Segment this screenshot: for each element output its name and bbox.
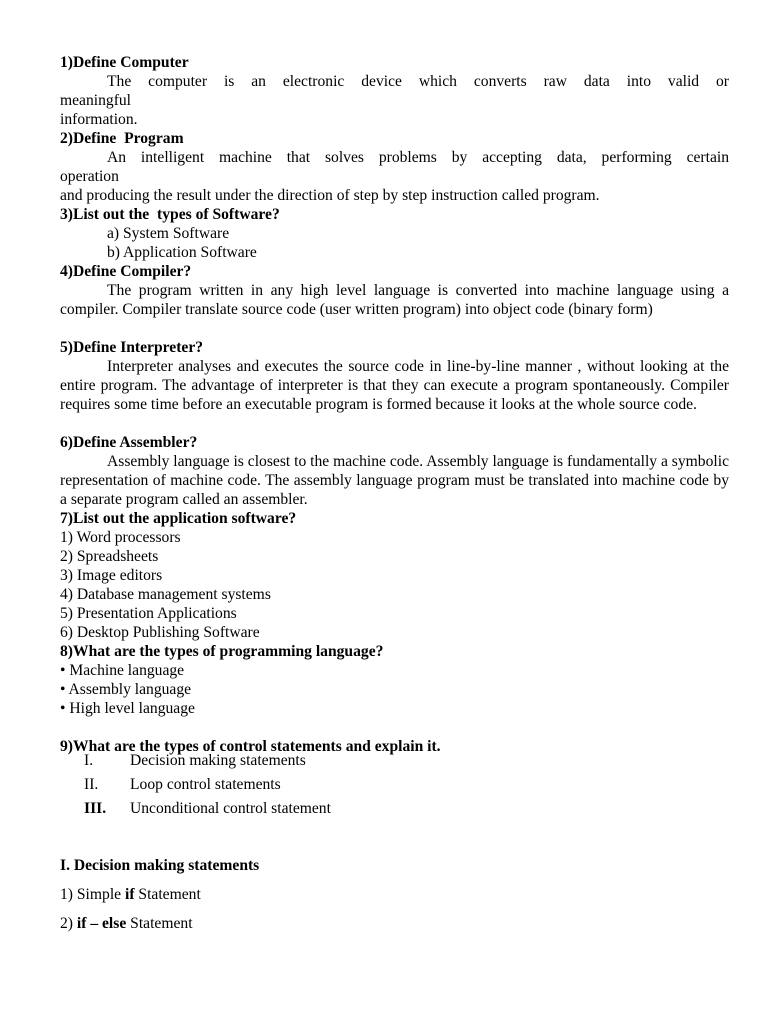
spacer [60,414,729,433]
spacer [60,718,729,737]
section-item-keyword: if [124,886,135,903]
q9-item-text: Loop control statements [130,776,281,793]
section-item-prefix: 1) Simple [60,886,125,903]
q2-line-2: operation [60,168,119,185]
q3-item-system: a) System Software [107,225,230,242]
q1-heading: 1)Define Computer [60,54,189,71]
q3-heading: 3)List out the types of Software? [60,206,280,223]
q5-heading: 5)Define Interpreter? [60,339,204,356]
q7-item: 5) Presentation Applications [60,605,237,622]
q9-item-text: Unconditional control statement [130,800,331,817]
q8-heading: 8)What are the types of programming language? [60,643,384,660]
q7-item: 3) Image editors [60,567,163,584]
section-item-keyword: if – else [76,915,127,932]
q1-line-3: information. [60,111,138,128]
q9-item-text: Decision making statements [130,752,306,769]
document-content [60,53,729,943]
q8-item: • Assembly language [60,681,192,698]
q7-item: 1) Word processors [60,529,181,546]
q9-item-number: II. [84,776,99,793]
q7-item: 4) Database management systems [60,586,271,603]
q3-item-application: b) Application Software [107,244,257,261]
q2-line-3: and producing the result under the direction of step by step instruction called program. [60,187,600,204]
section-item [60,914,729,943]
q1-line-2: meaningful [60,92,132,109]
section-heading: I. Decision making statements [60,857,260,874]
section-item-prefix: 2) [60,915,77,932]
section-item [60,885,729,914]
q9-item-number: I. [84,752,94,769]
q9-heading: 9)What are the types of control statements and explain it. [60,738,441,755]
q4-heading: 4)Define Compiler? [60,263,192,280]
q4-body: The program written in any high level language is converted into machine language using a compiler. Compiler translate source code (user written program) into object code (binary form) [60,282,729,318]
q8-item: • Machine language [60,662,185,679]
q6-heading: 6)Define Assembler? [60,434,198,451]
q8-item: • High level language [60,700,195,717]
q1-line-1: The computer is an electronic device which converts raw data into valid or [107,73,729,90]
q9-item-number: III. [84,800,107,817]
q2-line-1: An intelligent machine that solves problems by accepting data, performing certain [107,149,729,166]
q6-body: Assembly language is closest to the machine code. Assembly language is fundamentally a symbolic representation of machine code. The assembly language program must be translated into machine code by a separate program called an assembler. [60,453,729,508]
q2-heading: 2)Define Program [60,130,184,147]
section-item-suffix: Statement [126,915,193,932]
section-item-suffix: Statement [134,886,201,903]
q7-item: 6) Desktop Publishing Software [60,624,260,641]
spacer [60,319,729,338]
spacer [60,828,729,856]
q5-body: Interpreter analyses and executes the source code in line-by-line manner , without looking at the entire program. The advantage of interpreter is that they can execute a program spontaneously. Compiler requires some time before an executable program is formed because it looks at the whole source code. [60,358,729,413]
q7-heading: 7)List out the application software? [60,510,297,527]
q7-item: 2) Spreadsheets [60,548,159,565]
q9-item [60,799,729,828]
